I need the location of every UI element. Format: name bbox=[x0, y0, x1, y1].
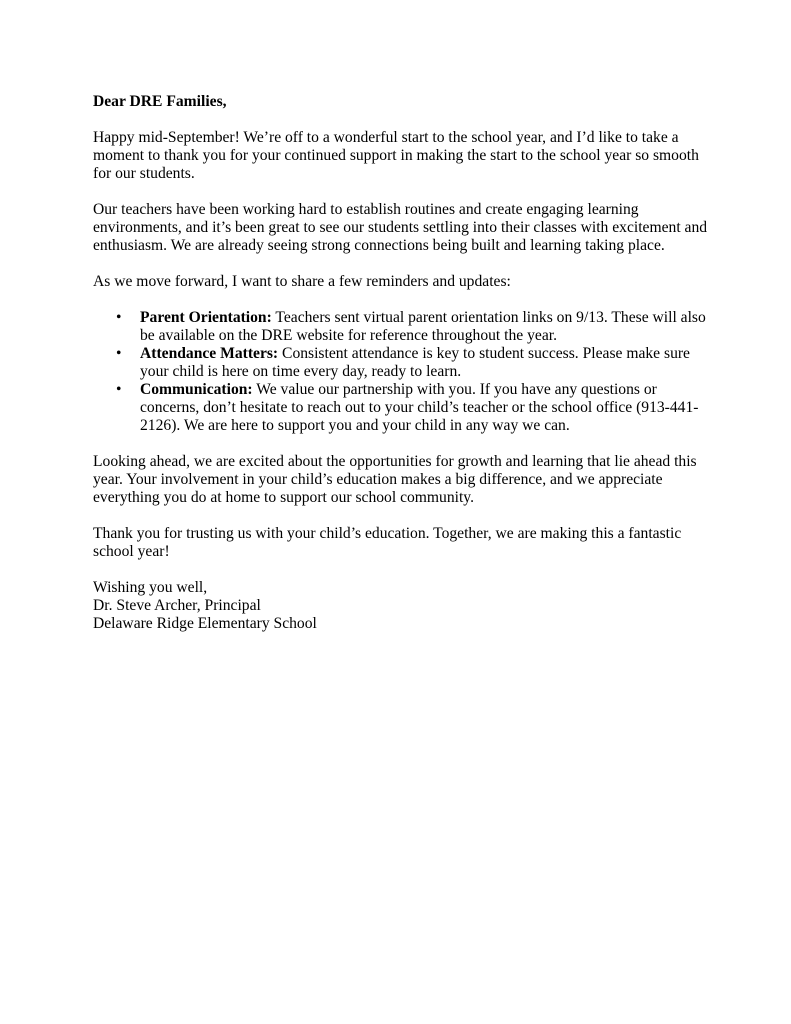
bullet-icon: • bbox=[116, 345, 122, 362]
intro-paragraph-1: Happy mid-September! We’re off to a wonderful start to the school year, and I’d like to take a moment to thank you for your continued support in making the start to the school year so smooth for our students. bbox=[93, 129, 699, 182]
reminder-text: We value our partnership with you. If you have any questions or concerns, don’t hesitate to reach out to your child’s teacher or the school office (913-441-2126). We are here to support you and your child in any way we can. bbox=[140, 381, 699, 434]
reminder-item-parent-orientation bbox=[116, 309, 713, 345]
reminder-text: Teachers sent virtual parent orientation links on 9/13. These will also be available on the DRE website for reference throughout the year. bbox=[140, 309, 706, 344]
closing-paragraph-2: Thank you for trusting us with your child’s education. Together, we are making this a fantastic school year! bbox=[93, 525, 682, 560]
intro-paragraph-3: As we move forward, I want to share a few reminders and updates: bbox=[93, 273, 511, 290]
signature-block bbox=[93, 579, 713, 633]
reminder-item-attendance bbox=[116, 345, 713, 381]
bullet-icon: • bbox=[116, 309, 122, 326]
reminder-text: Consistent attendance is key to student success. Please make sure your child is here on time every day, ready to learn. bbox=[140, 345, 690, 380]
school-name: Delaware Ridge Elementary School bbox=[93, 615, 317, 632]
reminder-item-communication bbox=[116, 381, 713, 435]
letter-body bbox=[93, 93, 713, 633]
bullet-icon: • bbox=[116, 381, 122, 398]
reminder-heading: Parent Orientation: bbox=[140, 309, 272, 326]
reminders-list bbox=[93, 309, 713, 435]
closing-line: Wishing you well, bbox=[93, 579, 208, 596]
reminder-heading: Communication: bbox=[140, 381, 253, 398]
signer-name: Dr. Steve Archer, Principal bbox=[93, 597, 261, 614]
reminder-heading: Attendance Matters: bbox=[140, 345, 279, 362]
letter-greeting: Dear DRE Families, bbox=[93, 93, 227, 110]
closing-paragraph-1: Looking ahead, we are excited about the opportunities for growth and learning that lie ahead this year. Your involvement in your child’s education makes a big difference, and we appreciate everything you do at home to support our school community. bbox=[93, 453, 697, 506]
intro-paragraph-2: Our teachers have been working hard to establish routines and create engaging learning environments, and it’s been great to see our students settling into their classes with excitement and enthusiasm. We are already seeing strong connections being built and learning taking place. bbox=[93, 201, 708, 254]
